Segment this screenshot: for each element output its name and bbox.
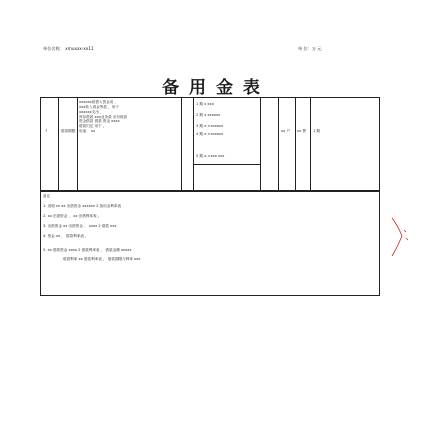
note-line: 2. xx 出借资金 ， xx 出借利率表 。: [43, 214, 102, 218]
grid-line: [193, 98, 194, 190]
category-cell: 借款期限: [61, 129, 76, 133]
grid-line: [181, 98, 182, 190]
grid-line: [260, 98, 261, 190]
header-right: 单 位：万 元: [298, 46, 322, 51]
description-line: 借款归还 用于 。: [79, 124, 107, 129]
grid-line: [295, 98, 296, 190]
description-line: xxxxxx款借入资金用 ，: [79, 100, 119, 104]
description-line: 用途： xx: [79, 129, 96, 134]
sub-item: 3 期 x >xxxxxx: [196, 123, 224, 128]
grid-line: [58, 98, 59, 190]
note-line: 3. 出借资金 xx 出借资金 ， xxxx 2 借款 xxx: [43, 224, 117, 228]
description-line: xxxxxx支出 ，: [79, 109, 104, 114]
description-line: 资金借款 借款 资金 xxxx: [79, 119, 120, 124]
margin-bracket-icon: [388, 216, 412, 266]
col-b-value: xx 费: [297, 129, 306, 133]
description-cell: [79, 100, 179, 134]
description-line: 库存借款 xxx业务款 应付账款: [79, 114, 128, 119]
grid-line: [77, 98, 78, 190]
note-line: 4. 资金 xx ， 借款利率表 ，: [43, 234, 89, 238]
page-title: 备 用 金 表: [162, 78, 262, 98]
sub-item: 2 期 x xxxxxx: [196, 112, 221, 117]
note-line: 1. 说明 xx xx 出借资金 xxxxxx 2 备用金利率表: [43, 204, 122, 208]
notes-label: 备注：: [43, 194, 54, 198]
notes-box: [40, 191, 380, 296]
note-line: 5. xx 借款资金 xxxx 2 借款利率表 ， 借款金额 xxxxx: [43, 248, 132, 252]
grid-line: [310, 98, 311, 190]
main-table: [40, 97, 380, 191]
sub-item: 4 期 x >xxxxxx: [196, 131, 224, 136]
description-line: xxx转入现金等款 ，用于: [79, 104, 119, 109]
col-c-value: 1 期: [313, 129, 321, 133]
col-a-value: xx 户: [281, 129, 290, 133]
sub-item: 1 期 x xxx: [196, 102, 214, 106]
grid-line: [193, 164, 260, 165]
grid-line: [278, 98, 279, 190]
sub-item: 5 期 x >xxx xxx: [196, 154, 225, 159]
note-line: 借款利率 xx 借款利率表 ， 借款期限与利率 xxx: [63, 257, 141, 261]
sub-items-cell: [196, 102, 258, 159]
row-number: 7: [45, 129, 48, 133]
header-left: 单位名称： xmuxxx-xx11: [43, 46, 94, 51]
